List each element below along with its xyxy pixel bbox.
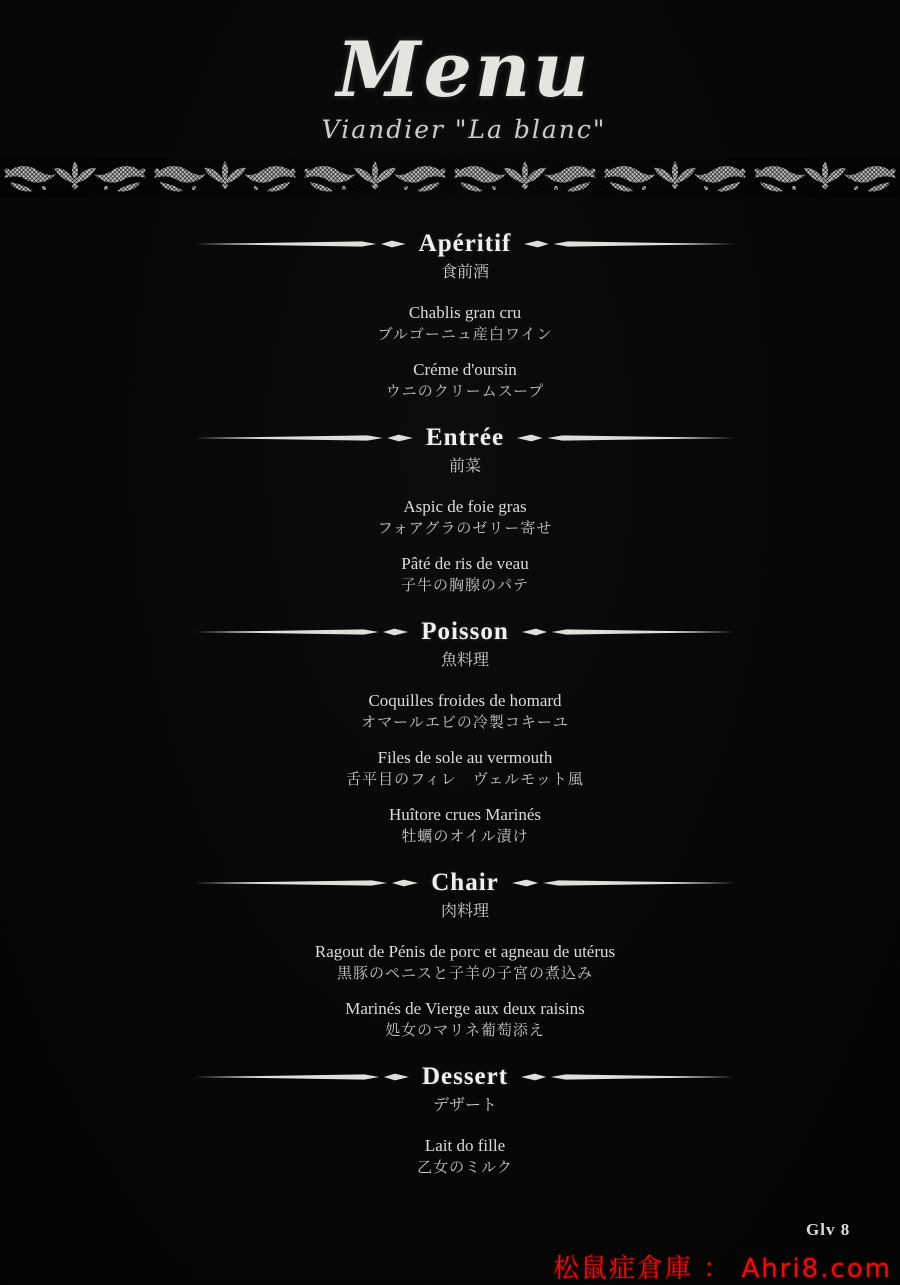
item-name-japanese: ウニのクリームスープ: [385, 383, 545, 400]
menu-item: [195, 496, 735, 540]
scanlation-watermark: 松鼠症倉庫 ： Ahri8.com: [552, 1254, 892, 1284]
item-name-japanese: 牡蠣のオイル漬け: [401, 828, 529, 845]
left-rule-ornament: [195, 238, 406, 250]
item-name-japanese: 処女のマリネ葡萄添え: [385, 1022, 545, 1039]
section-header: [195, 1062, 735, 1092]
right-rule-ornament: [521, 1071, 735, 1083]
masthead: [14, 0, 900, 148]
lace-border: [0, 158, 900, 198]
section-header: [195, 617, 735, 647]
menu-body: [195, 229, 735, 1179]
menu-subtitle: Viandier "La blanc": [321, 114, 607, 144]
item-name-french: Marinés de Vierge aux deux raisins: [345, 998, 585, 1018]
menu-item: [195, 941, 735, 985]
menu-item: [195, 1135, 735, 1179]
section-dessert: [195, 1062, 735, 1179]
item-name-japanese: ブルゴーニュ産白ワイン: [377, 326, 553, 343]
item-name-french: Files de sole au vermouth: [377, 747, 553, 767]
item-name-japanese: 舌平目のフィレ ヴェルモット風: [346, 771, 584, 788]
section-title: Dessert: [421, 1062, 509, 1090]
left-rule-ornament: [195, 432, 413, 444]
section-title: Chair: [431, 868, 499, 896]
left-rule-ornament: [195, 626, 408, 638]
section-title: Apéritif: [418, 229, 512, 257]
section-title-japanese: デザート: [432, 1096, 497, 1114]
item-name-french: Pâté de ris de veau: [401, 553, 529, 573]
right-rule-ornament: [522, 626, 735, 638]
section-header: [195, 423, 735, 453]
section-header: [195, 868, 735, 898]
menu-item: [195, 747, 735, 791]
section-title-japanese: 肉料理: [440, 902, 489, 920]
item-name-japanese: 乙女のミルク: [417, 1159, 513, 1176]
section-aperitif: [195, 229, 735, 403]
item-name-japanese: フォアグラのゼリー寄せ: [377, 520, 553, 537]
section-entree: [195, 423, 735, 597]
item-name-french: Aspic de foie gras: [403, 496, 527, 516]
left-rule-ornament: [195, 1071, 409, 1083]
item-name-french: Chablis gran cru: [408, 302, 522, 322]
menu-title: Menu: [336, 25, 592, 114]
menu-item: [195, 359, 735, 403]
menu-item: [195, 998, 735, 1042]
right-rule-ornament: [512, 877, 735, 889]
menu-item: [195, 804, 735, 848]
page-number-label: Glv 8: [806, 1220, 851, 1239]
section-title-japanese: 前菜: [448, 457, 481, 475]
menu-item: [195, 553, 735, 597]
left-rule-ornament: [195, 877, 418, 889]
section-poisson: [195, 617, 735, 848]
right-rule-ornament: [524, 238, 735, 250]
right-rule-ornament: [517, 432, 735, 444]
item-name-french: Huîtore crues Marinés: [388, 804, 541, 824]
section-header: [195, 229, 735, 259]
item-name-japanese: 黒豚のペニスと子羊の子宮の煮込み: [336, 965, 593, 982]
item-name-japanese: オマールエビの冷製コキーユ: [361, 714, 569, 731]
item-name-french: Créme d'oursin: [413, 359, 517, 379]
menu-item: [195, 690, 735, 734]
section-title: Entrée: [425, 423, 505, 451]
lace-halftone-overlay: [0, 158, 900, 198]
section-title-japanese: 食前酒: [440, 263, 489, 281]
item-name-japanese: 子牛の胸腺のパテ: [400, 577, 529, 594]
item-name-french: Ragout de Pénis de porc et agneau de utérus: [314, 941, 616, 961]
section-title: Poisson: [421, 617, 509, 645]
menu-item: [195, 302, 735, 346]
section-chair: [195, 868, 735, 1042]
item-name-french: Coquilles froides de homard: [368, 690, 562, 710]
item-name-french: Lait do fille: [424, 1135, 506, 1155]
section-title-japanese: 魚料理: [440, 651, 489, 669]
